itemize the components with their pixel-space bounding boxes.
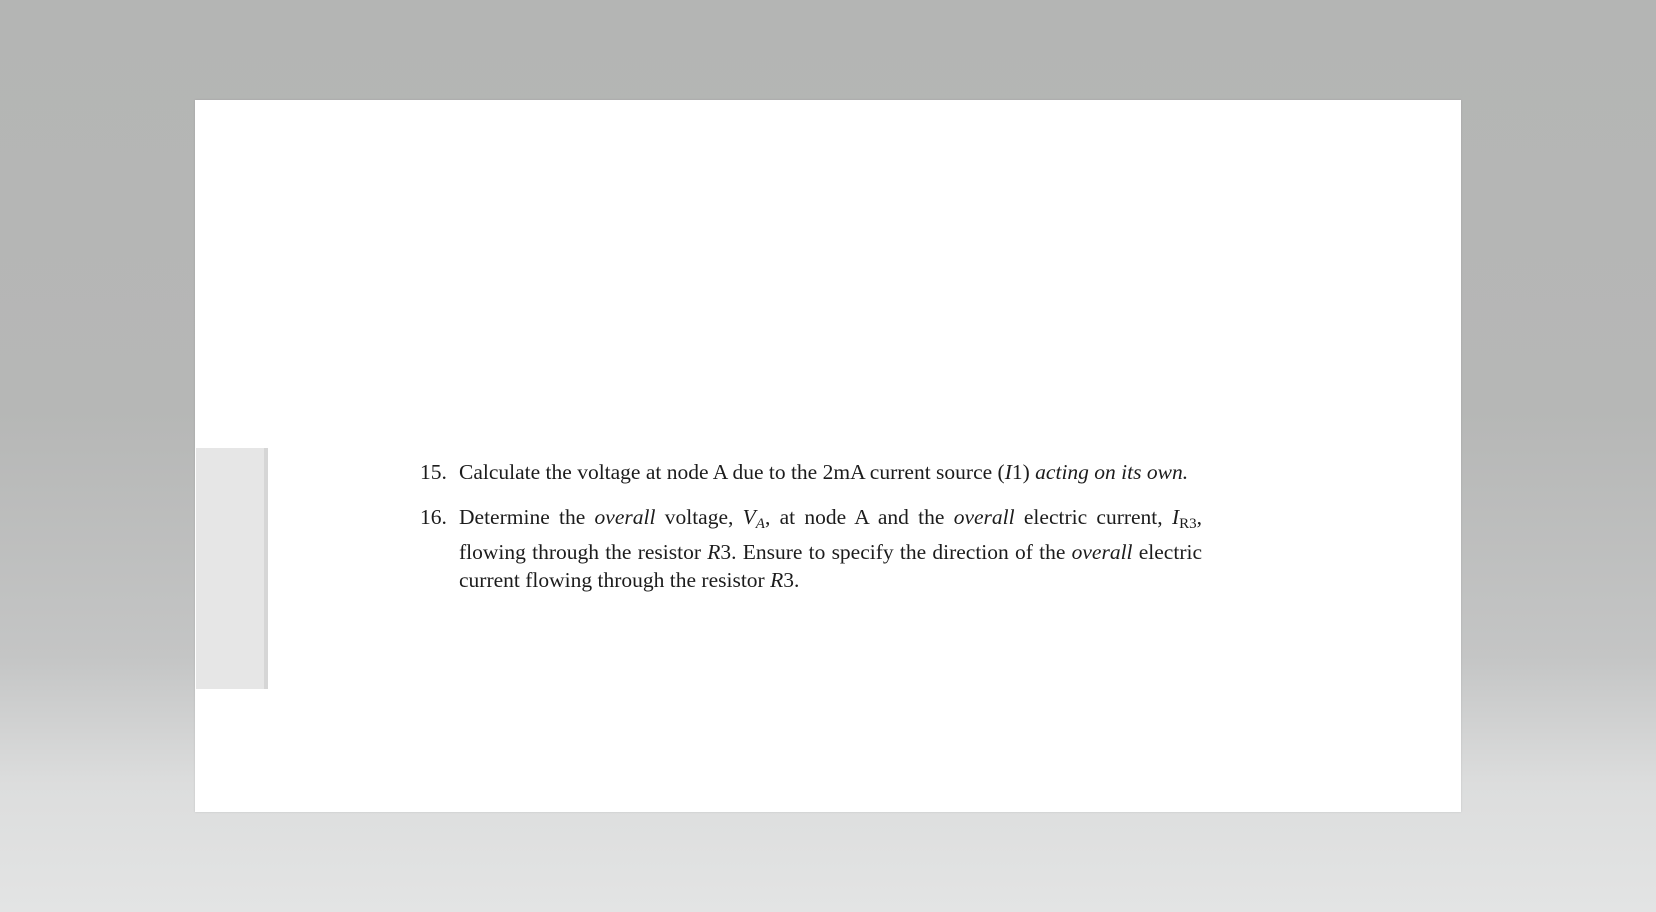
document-page bbox=[195, 100, 1461, 812]
question-item bbox=[420, 458, 1202, 486]
question-number: 16. bbox=[420, 505, 447, 529]
question-number: 15. bbox=[420, 460, 447, 484]
question-list bbox=[420, 458, 1202, 594]
question-text: Determine the overall voltage, $V_A$, at node A and the overall electric current, $I_{R3}$, flowing through the resistor R3. Ensure to specify the direction of the overall electric current flowing through the resistor R3. bbox=[459, 505, 1203, 592]
question-text: Calculate the voltage at node A due to the 2mA current source (I1) acting on its own. bbox=[459, 460, 1189, 484]
side-panel-tab[interactable] bbox=[196, 448, 268, 689]
question-item bbox=[420, 503, 1202, 594]
